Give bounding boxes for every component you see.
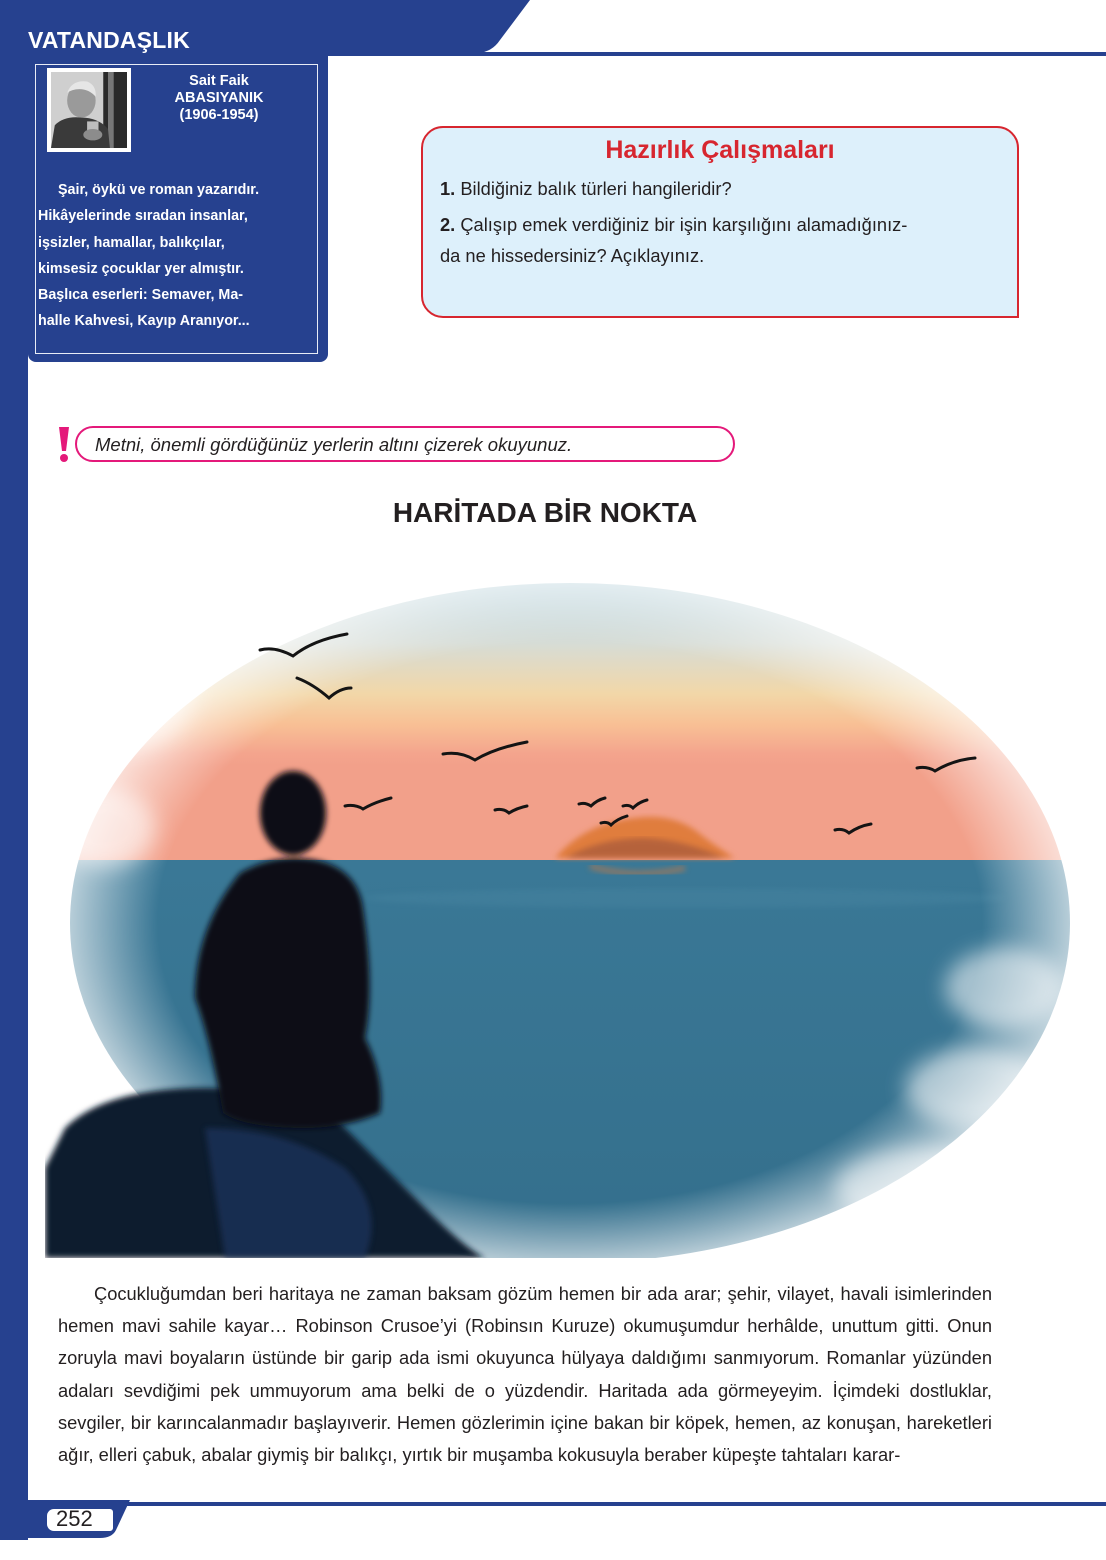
author-surname: ABASIYANIK [174,90,264,106]
author-portrait-icon [47,68,131,152]
author-bio-text [38,177,316,335]
footer-rule [28,1502,1106,1506]
instruction-text: Metni, önemli gördüğünüz yerlerin altını çizerek okuyunuz. [95,434,573,455]
page-number: 252 [56,1506,93,1531]
preparation-question-1 [440,173,1010,205]
question-number: 2. [440,214,456,235]
bio-line: Şair, öykü ve roman yazarıdır. [58,182,260,198]
section-title: VATANDAŞLIK [28,27,190,53]
bio-line: Hikâyelerinde sıradan insanlar, [38,208,248,225]
preparation-question-2-continuation: da ne hissedersiniz? Açıklayınız. [440,245,705,266]
bio-line: Başlıca eserleri: Semaver, Ma- [38,287,244,304]
bio-line: işsizler, hamallar, balıkçılar, [38,234,225,251]
preparation-title: Hazırlık Çalışmaları [605,136,835,164]
author-bio-frame [35,64,318,354]
sunset-sea-illustration [45,568,1106,1258]
preparation-question-2 [440,209,1010,241]
author-years: (1906-1954) [179,107,259,123]
story-body [58,1278,992,1471]
header-rule [320,52,1106,56]
question-text: Çalışıp emek verdiğiniz bir işin karşılığını alamadığınız- [455,214,908,235]
exclamation-icon [57,425,71,463]
bio-line: kimsesiz çocuklar yer almıştır. [38,260,244,277]
instruction-pill [75,426,735,462]
question-number: 1. [440,178,456,199]
author-first-name: Sait Faik [189,73,249,89]
story-paragraph: Çocukluğumdan beri haritaya ne zaman baksam gözüm hemen bir ada arar; şehir, vilayet, havali isimlerinden hemen mavi sahile kayar… Robinson Crusoe’yi (Robinsın Kuruze) okumuşumdur herhâlde, unuttum gitti. Onun zoruyla mavi boyaların üstünde bir garip ada ismi okuyunca hülyaya daldığımı sanmıyorum. Romanlar yüzünden adaları sevdiğimi pek ummuyorum ama belki de o yüzdendir. Haritada ada görmeyeyim. İçimdeki dostluklar, sevgiler, bir karıncalanmadır başlayıverir. Hemen gözlerimin içine bakan bir köpek, hemen, az konuşan, hareketleri ağır, elleri çabuk, abalar giymiş bir balıkçı, yırtık bir muşamba kokusuyla beraber küpeşte tahtaları karar- [58,1283,992,1466]
author-name-block [140,73,298,124]
left-margin-strip [0,50,28,1540]
author-bio-panel [28,53,328,362]
question-text: Bildiğiniz balık türleri hangileridir? [455,178,732,199]
bio-line: halle Kahvesi, Kayıp Aranıyor... [38,313,250,330]
story-title: HARİTADA BİR NOKTA [392,497,698,528]
preparation-box [421,126,1019,318]
